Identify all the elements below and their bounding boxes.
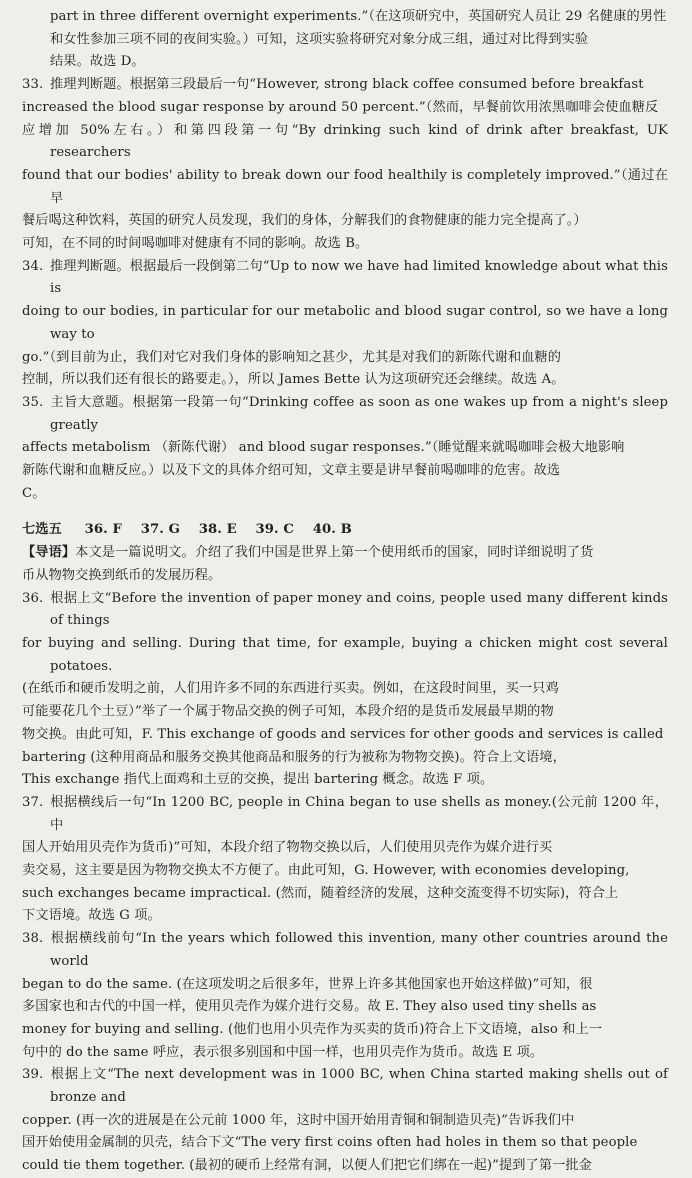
text-line: 可能要花几个土豆）”举了一个属于物品交换的例子可知，本段介绍的是货币发展最早期的物 [22, 704, 554, 720]
answer-key: 39. C [255, 522, 295, 538]
text-line: 句中的 do the same 呼应，表示很多别国和中国一样，也用贝壳作为货币。故选 E 项。 [22, 1044, 544, 1060]
continued-explanation [22, 6, 668, 74]
item-number: 33. [22, 77, 44, 93]
section-label: 七选五 [22, 522, 62, 538]
text-line: 本文是一篇说明文。介绍了我们中国是世界上第一个使用纸币的国家，同时详细说明了货 [75, 545, 594, 561]
text-line: 结果。故选 D。 [50, 54, 145, 70]
text-line: began to do the same. (在这项发明之后很多年，世界上许多其他国家也开始这样做)”可知，很 [22, 976, 593, 992]
text-line: 卖交易，这主要是因为物物交换太不方便了。由此可知，G. However, with economies developing, [22, 863, 630, 879]
answer-key: 38. E [198, 522, 237, 538]
text-line: 根据上文“The next development was in 1000 BC, when China started making shells out of bronze and [50, 1067, 668, 1106]
text-line: such exchanges became impractical. (然而，随着经济的发展，这种交流变得不切实际)，符合上 [22, 885, 619, 901]
text-line: 餐后喝这种饮料，英国的研究人员发现，我们的身体，分解我们的食物健康的能力完全提高了。） [22, 213, 587, 229]
text-line: 币从物物交换到纸币的发展历程。 [22, 567, 222, 583]
item-number: 34. [22, 258, 44, 274]
text-line: money for buying and selling. (他们也用小贝壳作为买卖的货币)符合上下文语境，also 和上一 [22, 1021, 603, 1037]
text-line: 下文语境。故选 G 项。 [22, 908, 161, 924]
answer-key: 40. B [312, 522, 352, 538]
text-line: 国开始使用金属制的贝壳，结合下文“The very first coins often had holes in them so that people [22, 1135, 638, 1151]
item-number: 37. [22, 794, 44, 810]
text-line: 控制，所以我们还有很长的路要走。），所以 James Bette 认为这项研究还会继续。故选 A。 [22, 372, 565, 388]
explanation-34 [22, 256, 668, 392]
item-number: 39. [22, 1067, 44, 1083]
text-line: 根据上文“Before the invention of paper money and coins, people used many different kinds of things [50, 590, 668, 629]
guide-tag: 【导语】 [22, 545, 76, 561]
explanation-35 [22, 392, 668, 506]
answer-key: 37. G [140, 522, 180, 538]
text-line: C。 [22, 485, 46, 501]
text-line: 推理判断题。根据第三段最后一句“However, strong black coffee consumed before breakfast [50, 77, 644, 93]
text-line: increased the blood sugar response by around 50 percent.”（然而，早餐前饮用浓黑咖啡会使血糖反 [22, 99, 659, 115]
text-line: 和女性参加三项不同的夜间实验。）可知，这项实验将研究对象分成三组，通过对比得到实验 [50, 31, 589, 47]
text-line: for buying and selling. During that time, for example, buying a chicken might cost several potatoes. [22, 635, 668, 674]
text-line: 国人开始用贝壳作为货币)”可知，本段介绍了物物交换以后，人们使用贝壳作为媒介进行买 [22, 840, 553, 856]
answer-key: 36. F [84, 522, 122, 538]
item-number: 36. [22, 590, 44, 606]
explanation-36 [22, 588, 668, 792]
text-line: go.”（到目前为止，我们对它对我们身体的影响知之甚少，尤其是对我们的新陈代谢和血糖的 [22, 349, 562, 365]
text-line: part in three different overnight experiments.”（在这项研究中，英国研究人员让 29 名健康的男性 [50, 9, 667, 24]
explanation-38 [22, 928, 668, 1064]
text-line: bartering (这种用商品和服务交换其他商品和服务的行为被称为物物交换)。符合上文语境， [22, 749, 566, 765]
text-line: 可知，在不同的时间喝咖啡对健康有不同的影响。故选 B。 [22, 236, 369, 252]
text-line: 根据横线后一句“In 1200 BC, people in China began to use shells as money.(公元前 1200 年，中 [50, 794, 668, 833]
text-line: 根据横线前句“In the years which followed this invention, many other countries around the world [50, 931, 668, 969]
text-line: 推理判断题。根据最后一段倒第二句“Up to now we have had limited knowledge about what this is [50, 258, 668, 297]
text-line: This exchange 指代上面鸡和土豆的交换，提出 bartering 概念。故选 F 项。 [22, 772, 494, 788]
text-line: doing to our bodies, in particular for our metabolic and blood sugar control, so we have a long way to [22, 304, 668, 342]
text-line: found that our bodies' ability to break down our food healthily is completely improved.”（通过在早 [22, 167, 668, 206]
text-line: 多国家也和古代的中国一样，使用贝壳作为媒介进行交易。故 E. They also used tiny shells as [22, 999, 597, 1015]
section-header [22, 519, 668, 542]
text-line: copper. (再一次的进展是在公元前 1000 年，这时中国开始用青铜和铜制造贝壳)”告诉我们中 [22, 1112, 575, 1128]
explanation-33 [22, 74, 668, 256]
explanation-39 [22, 1064, 668, 1178]
guide-paragraph [22, 542, 668, 587]
text-line: 应增加 50%左右。）和第四段第一句“By drinking such kind of drink after breakfast, UK researchers [22, 122, 668, 161]
text-line: 新陈代谢和血糖反应。）以及下文的具体介绍可知，文章主要是讲早餐前喝咖啡的危害。故选 [22, 463, 561, 479]
text-line: 物交换。由此可知，F. This exchange of goods and services for other goods and services is called [22, 726, 664, 742]
explanation-37 [22, 792, 668, 928]
text-line: affects metabolism （新陈代谢） and blood sugar responses.”（睡觉醒来就喝咖啡会极大地影响 [22, 440, 625, 456]
text-line: (在纸币和硬币发明之前，人们用许多不同的东西进行买卖。例如，在这段时间里，买一只鸡 [22, 681, 559, 697]
item-number: 38. [22, 931, 44, 947]
text-line: could tie them together. (最初的硬币上经常有洞，以便人们把它们绑在一起)”提到了第一批金 [22, 1158, 592, 1174]
text-line: 主旨大意题。根据第一段第一句“Drinking coffee as soon as one wakes up from a night's sleep greatly [50, 394, 668, 433]
item-number: 35. [22, 394, 44, 410]
